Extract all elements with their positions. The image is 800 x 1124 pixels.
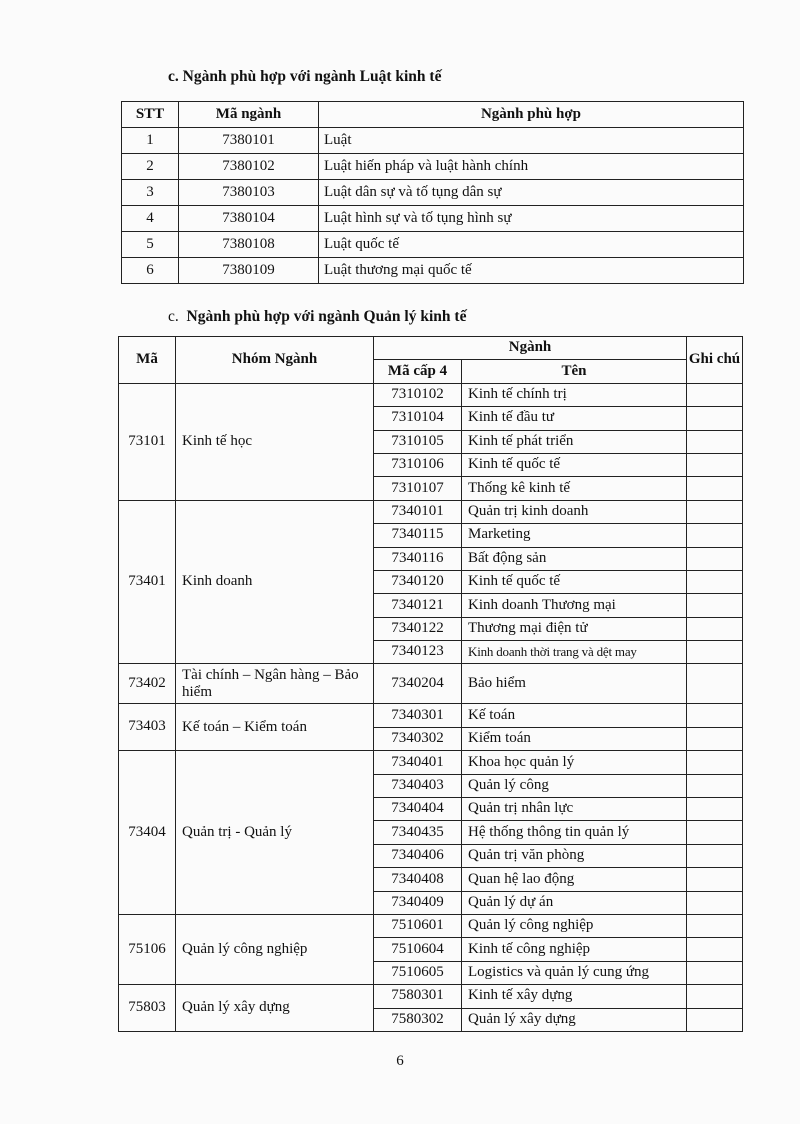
- header-ma: Mã: [119, 337, 176, 384]
- table-row: [122, 128, 744, 154]
- major-note: [687, 798, 743, 821]
- row-code: 7380108: [179, 232, 319, 258]
- group-code: 73402: [119, 664, 176, 704]
- major-code: 7340404: [374, 798, 462, 821]
- major-code: 7340120: [374, 570, 462, 593]
- group-name: Quản lý xây dựng: [176, 985, 374, 1032]
- row-code: 7380102: [179, 154, 319, 180]
- major-name: Khoa học quản lý: [462, 751, 687, 774]
- major-note: [687, 938, 743, 961]
- group-name: Kế toán – Kiểm toán: [176, 704, 374, 751]
- row-name: Luật hiến pháp và luật hành chính: [319, 154, 744, 180]
- table-row: [119, 704, 743, 727]
- major-name: Kinh tế xây dựng: [462, 985, 687, 1008]
- table-header-row: [122, 102, 744, 128]
- major-code: 7310106: [374, 453, 462, 476]
- major-name: Quản trị văn phòng: [462, 844, 687, 867]
- row-stt: 5: [122, 232, 179, 258]
- major-note: [687, 453, 743, 476]
- major-name: Kiểm toán: [462, 727, 687, 750]
- major-name: Logistics và quản lý cung ứng: [462, 961, 687, 984]
- major-note: [687, 641, 743, 664]
- major-code: 7580302: [374, 1008, 462, 1031]
- table-row: [122, 154, 744, 180]
- major-note: [687, 594, 743, 617]
- table-row: [119, 985, 743, 1008]
- group-code: 73403: [119, 704, 176, 751]
- major-code: 7310104: [374, 407, 462, 430]
- major-code: 7340403: [374, 774, 462, 797]
- header-nganh: Ngành: [374, 337, 687, 360]
- section2-heading: [168, 308, 466, 326]
- major-name: Quản lý công: [462, 774, 687, 797]
- group-code: 73401: [119, 500, 176, 664]
- major-name: Thống kê kinh tế: [462, 477, 687, 500]
- major-note: [687, 547, 743, 570]
- major-code: 7340302: [374, 727, 462, 750]
- major-name: Kinh tế chính trị: [462, 383, 687, 406]
- major-note: [687, 774, 743, 797]
- major-note: [687, 430, 743, 453]
- major-note: [687, 704, 743, 727]
- major-code: 7340121: [374, 594, 462, 617]
- page-number: 6: [396, 1053, 404, 1069]
- major-name: Kế toán: [462, 704, 687, 727]
- group-name: Quản trị - Quản lý: [176, 751, 374, 915]
- major-code: 7510605: [374, 961, 462, 984]
- economic-management-table: [118, 336, 743, 1032]
- table-row: [119, 914, 743, 937]
- header-code: Mã ngành: [179, 102, 319, 128]
- table-row: [119, 664, 743, 704]
- table-row: [119, 383, 743, 406]
- major-note: [687, 664, 743, 704]
- major-code: 7340409: [374, 891, 462, 914]
- row-stt: 6: [122, 258, 179, 284]
- major-code: 7340101: [374, 500, 462, 523]
- major-code: 7310105: [374, 430, 462, 453]
- group-name: Kinh tế học: [176, 383, 374, 500]
- major-note: [687, 500, 743, 523]
- major-note: [687, 477, 743, 500]
- major-note: [687, 407, 743, 430]
- major-note: [687, 821, 743, 844]
- major-note: [687, 727, 743, 750]
- group-code: 73101: [119, 383, 176, 500]
- major-name: Kinh tế phát triển: [462, 430, 687, 453]
- major-name: Quan hệ lao động: [462, 868, 687, 891]
- major-code: 7340115: [374, 524, 462, 547]
- row-code: 7380103: [179, 180, 319, 206]
- major-code: 7510604: [374, 938, 462, 961]
- major-code: 7310107: [374, 477, 462, 500]
- row-stt: 4: [122, 206, 179, 232]
- major-code: 7340408: [374, 868, 462, 891]
- header-group: Nhóm Ngành: [176, 337, 374, 384]
- header-stt: STT: [122, 102, 179, 128]
- table-row: [122, 206, 744, 232]
- major-code: 7340116: [374, 547, 462, 570]
- row-code: 7380109: [179, 258, 319, 284]
- major-note: [687, 570, 743, 593]
- major-name: Quản lý xây dựng: [462, 1008, 687, 1031]
- header-note: Ghi chú: [687, 337, 743, 384]
- row-stt: 1: [122, 128, 179, 154]
- table-row: [119, 751, 743, 774]
- major-note: [687, 524, 743, 547]
- table-header-row: [119, 337, 743, 360]
- major-note: [687, 985, 743, 1008]
- major-name: Kinh tế quốc tế: [462, 453, 687, 476]
- major-note: [687, 961, 743, 984]
- group-name: Quản lý công nghiệp: [176, 914, 374, 984]
- major-name: Hệ thống thông tin quản lý: [462, 821, 687, 844]
- group-name: Kinh doanh: [176, 500, 374, 664]
- major-code: 7580301: [374, 985, 462, 1008]
- table-row: [122, 180, 744, 206]
- major-name: Quản lý công nghiệp: [462, 914, 687, 937]
- row-code: 7380104: [179, 206, 319, 232]
- major-code: 7340204: [374, 664, 462, 704]
- section2-heading-prefix: c.: [168, 308, 179, 325]
- major-code: 7340401: [374, 751, 462, 774]
- major-name: Kinh tế quốc tế: [462, 570, 687, 593]
- major-note: [687, 751, 743, 774]
- row-name: Luật thương mại quốc tế: [319, 258, 744, 284]
- major-name: Kinh doanh Thương mại: [462, 594, 687, 617]
- major-name: Marketing: [462, 524, 687, 547]
- row-name: Luật hình sự và tố tụng hình sự: [319, 206, 744, 232]
- major-code: 7340122: [374, 617, 462, 640]
- group-code: 75106: [119, 914, 176, 984]
- major-note: [687, 1008, 743, 1031]
- header-ten: Tên: [462, 360, 687, 383]
- major-code: 7310102: [374, 383, 462, 406]
- major-name: Kinh tế công nghiệp: [462, 938, 687, 961]
- section1-heading: c. Ngành phù hợp với ngành Luật kinh tế: [168, 68, 442, 85]
- table-row: [119, 500, 743, 523]
- major-name: Bất động sản: [462, 547, 687, 570]
- major-code: 7340435: [374, 821, 462, 844]
- row-name: Luật quốc tế: [319, 232, 744, 258]
- major-note: [687, 914, 743, 937]
- major-note: [687, 383, 743, 406]
- major-name: Quản lý dự án: [462, 891, 687, 914]
- major-name: Thương mại điện tử: [462, 617, 687, 640]
- group-name: Tài chính – Ngân hàng – Bảo hiểm: [176, 664, 374, 704]
- row-code: 7380101: [179, 128, 319, 154]
- row-stt: 3: [122, 180, 179, 206]
- major-note: [687, 891, 743, 914]
- row-name: Luật dân sự và tố tụng dân sự: [319, 180, 744, 206]
- major-name: Quản trị nhân lực: [462, 798, 687, 821]
- law-majors-table: [121, 101, 744, 284]
- major-code: 7340301: [374, 704, 462, 727]
- table-row: [122, 258, 744, 284]
- row-stt: 2: [122, 154, 179, 180]
- group-code: 73404: [119, 751, 176, 915]
- major-note: [687, 868, 743, 891]
- major-name: Quản trị kinh doanh: [462, 500, 687, 523]
- group-code: 75803: [119, 985, 176, 1032]
- header-name: Ngành phù hợp: [319, 102, 744, 128]
- major-code: 7340406: [374, 844, 462, 867]
- major-code: 7340123: [374, 641, 462, 664]
- major-name: Bảo hiểm: [462, 664, 687, 704]
- major-name: Kinh tế đầu tư: [462, 407, 687, 430]
- row-name: Luật: [319, 128, 744, 154]
- table-row: [122, 232, 744, 258]
- major-code: 7510601: [374, 914, 462, 937]
- header-code4: Mã cấp 4: [374, 360, 462, 383]
- major-note: [687, 844, 743, 867]
- major-note: [687, 617, 743, 640]
- major-name: Kinh doanh thời trang và dệt may: [462, 641, 687, 664]
- section2-heading-text: Ngành phù hợp với ngành Quản lý kinh tế: [186, 308, 467, 325]
